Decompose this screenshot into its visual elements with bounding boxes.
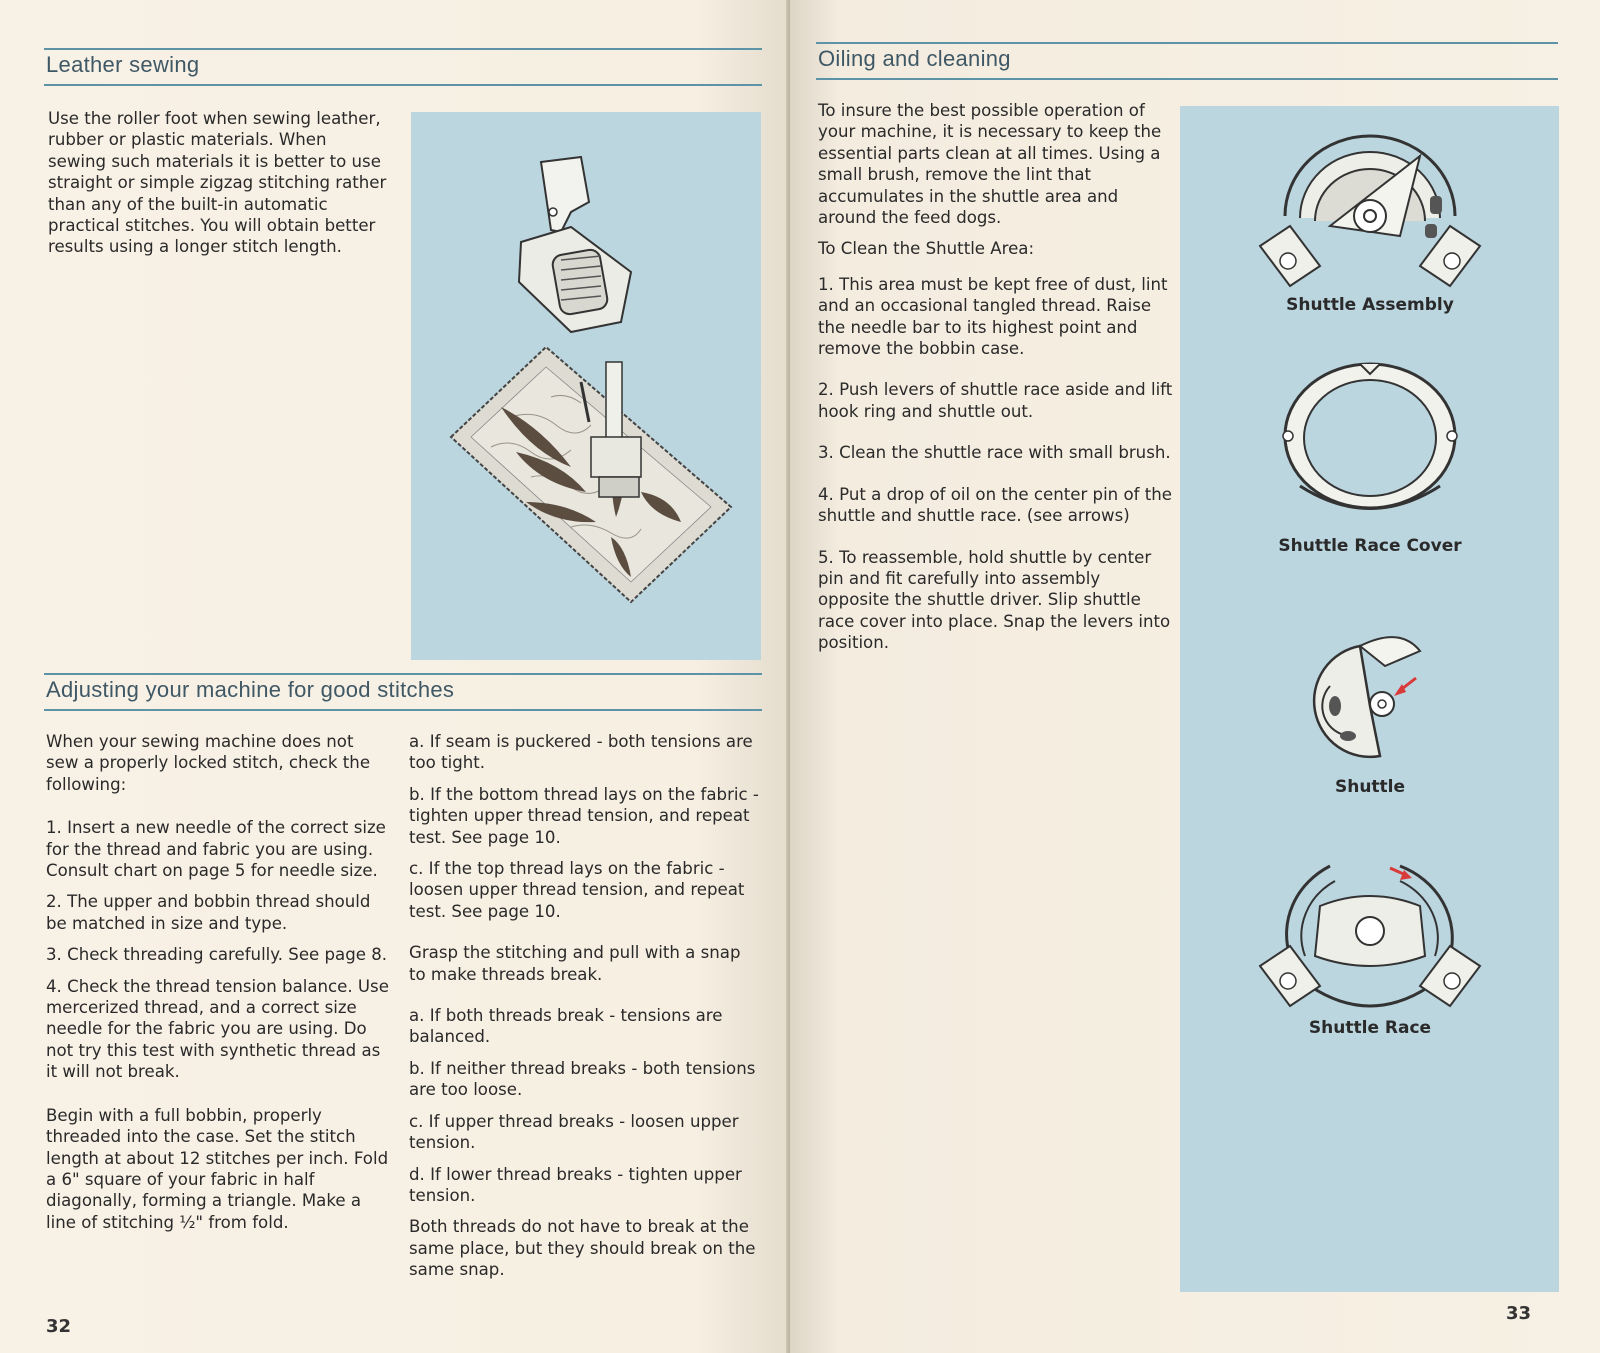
- shuttle-icon: [1290, 626, 1440, 776]
- shuttle-race-cover-icon: [1270, 356, 1470, 526]
- shuttle-race-icon: [1250, 846, 1490, 1026]
- oiling-text: To insure the best possible operation of your machine, it is necessary to keep the essential parts clean at all times. Using a small brush, remove the lint that accumulates in the shuttle area and around the feed dogs. To Clean the Shuttle Area: 1. This area must be kept free of dust, lint and an occasional tangled thread. Raise the needle bar to its highest point and remove the bobbin case. 2. Push levers of shuttle race aside and lift hook ring and shuttle out. 3. Clean the shuttle race with small brush. 4. Put a drop of oil on the center pin of the shuttle and shuttle race. (see arrows) 5. To reassemble, hold shuttle by center pin and fit carefully into assembly opposite the shuttle driver. Slip shuttle race cover into place. Snap the levers into position.: [818, 101, 1173, 653]
- shuttle-assembly-caption: Shuttle Assembly: [1286, 295, 1454, 315]
- shuttle-race-caption: Shuttle Race: [1308, 1018, 1432, 1038]
- shuttle-assembly-icon: [1250, 126, 1490, 296]
- adjusting-title: Adjusting your machine for good stitches: [46, 677, 455, 702]
- oiling-title: Oiling and cleaning: [818, 46, 1011, 71]
- oiling-heading: [816, 42, 1558, 80]
- page-number-left: 32: [46, 1316, 72, 1337]
- page-number-right: 33: [1506, 1303, 1532, 1324]
- leather-sewing-title: Leather sewing: [46, 52, 200, 77]
- roller-foot-icon: [501, 152, 661, 352]
- adjusting-column-2: a. If seam is puckered - both tensions are too tight. b. If the bottom thread lays on the fabric - tighten upper thread tension, and repeat test. See page 10. c. If the top thread lays on the fabric - loosen upper thread tension, and repeat test. See page 10. Grasp the stitching and pull with a snap to make threads break. a. If both threads break - tensions are balanced. b. If neither thread breaks - both tensions are too loose. c. If upper thread breaks - loosen upper tension. d. If lower thread breaks - tighten upper tension. Both threads do not have to break at the same place, but they should break on the same snap.: [409, 732, 759, 1280]
- leather-sewing-heading: [44, 48, 762, 86]
- shuttle-caption: Shuttle: [1334, 777, 1406, 797]
- page-33: [790, 0, 1600, 1353]
- adjusting-heading: [44, 673, 762, 711]
- leather-sewing-icon: [431, 337, 741, 617]
- leather-sewing-text: Use the roller foot when sewing leather, rubber or plastic materials. When sewing such materials it is better to use straight or simple zigzag stitching rather than any of the built-in automatic practical stitches. You will obtain better results using a longer stitch length.: [48, 109, 387, 257]
- adjusting-column-1: When your sewing machine does not sew a properly locked stitch, check the following: 1. Insert a new needle of the correct size for the thread and fabric you are using. Consult chart on page 5 for needle size. 2. The upper and bobbin thread should be matched in size and type. 3. Check threading carefully. See page 8. 4. Check the thread tension balance. Use mercerized thread, and a correct size needle for the fabric you are using. Do not try this test with synthetic thread as it will not break. Begin with a full bobbin, properly threaded into the case. Set the stitch length at about 12 stitches per inch. Fold a 6" square of your fabric in half diagonally, forming a triangle. Make a line of stitching ½" from fold.: [46, 732, 389, 1232]
- shuttle-illustration-panel: [1180, 106, 1559, 1292]
- page-32: [0, 0, 790, 1353]
- leather-illustration-panel: [411, 112, 761, 660]
- shuttle-race-cover-caption: Shuttle Race Cover: [1278, 536, 1462, 556]
